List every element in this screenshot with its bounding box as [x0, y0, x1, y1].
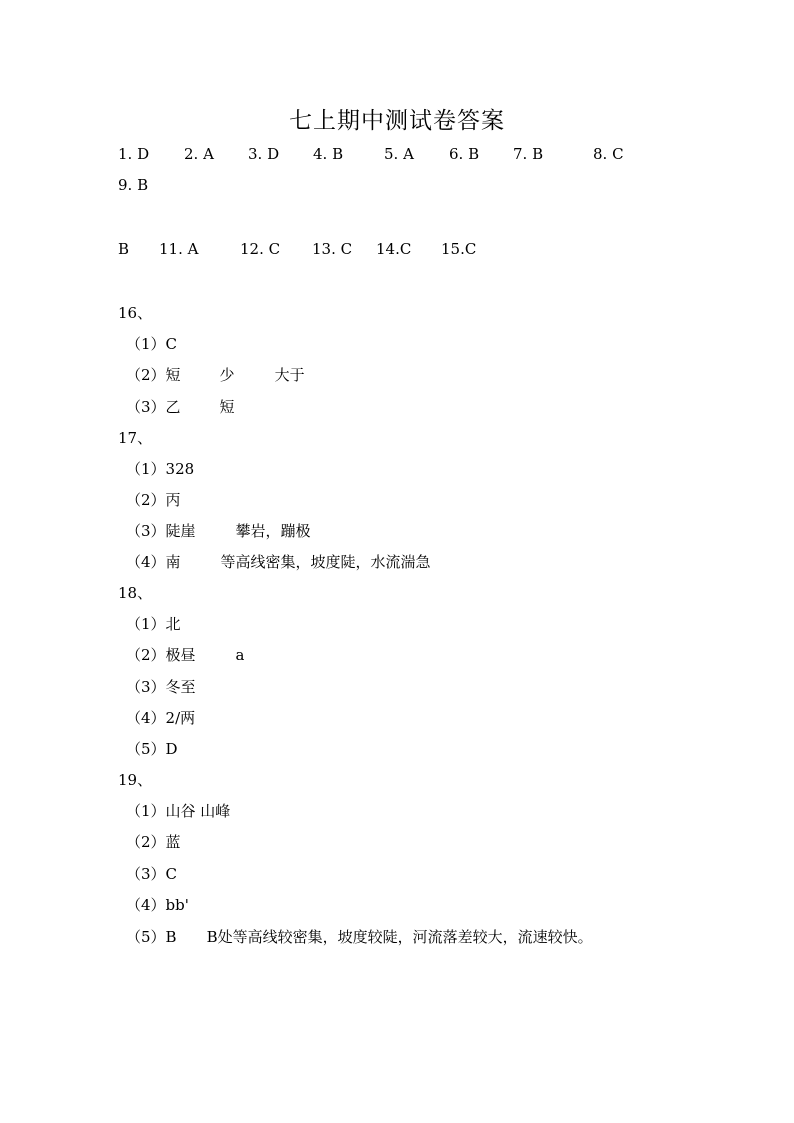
q18-answer-5: （5）D [126, 740, 178, 758]
mc-answer-3: 3. D [248, 145, 280, 163]
q17-answer-2: （2）丙 [126, 491, 181, 509]
q18-answer-2-part-1: （2）极昼 [126, 646, 196, 664]
q16-answer-2 [126, 364, 305, 385]
mc-answer-5: 5. A [384, 145, 414, 163]
q19-answer-5 [126, 926, 593, 947]
q17-answer-1: （1）328 [126, 460, 195, 478]
page-title: 七上期中测试卷答案 [289, 108, 505, 134]
q17-answer-3 [126, 520, 311, 541]
mc-answer-13: 13. C [312, 240, 353, 258]
q18-answer-3: （3）冬至 [126, 678, 196, 696]
q16-answer-2-part-3: 大于 [274, 366, 305, 384]
q18-answer-2-part-2: a [235, 646, 245, 664]
q19-answer-5-part-1: （5）B [126, 928, 177, 946]
mc-answer-4: 4. B [313, 145, 344, 163]
q19-answer-5-part-2: B处等高线较密集，坡度较陡，河流落差较大，流速较快。 [206, 928, 593, 946]
question-16-label: 16、 [118, 304, 153, 322]
question-19-label: 19、 [118, 771, 153, 789]
mc-answer-10: B [118, 240, 130, 258]
q16-answer-3-part-1: （3）乙 [126, 398, 181, 416]
q17-answer-3-part-1: （3）陡崖 [126, 522, 196, 540]
q19-answer-4: （4）bb' [126, 896, 189, 914]
q16-answer-1: （1）C [126, 335, 178, 353]
q18-answer-4: （4）2/两 [126, 709, 196, 727]
q16-answer-2-part-1: （2）短 [126, 366, 181, 384]
question-18-label: 18、 [118, 584, 153, 602]
q18-answer-1: （1）北 [126, 615, 181, 633]
q19-answer-3: （3）C [126, 865, 178, 883]
mc-answer-1: 1. D [118, 145, 150, 163]
q17-answer-4-part-1: （4）南 [126, 553, 181, 571]
mc-answer-7: 7. B [513, 145, 544, 163]
q18-answer-2 [126, 644, 245, 665]
mc-answer-9: 9. B [118, 176, 149, 194]
mc-answer-15: 15.C [441, 240, 477, 258]
q17-answer-4-part-2: 等高线密集，坡度陡，水流湍急 [220, 553, 431, 571]
mc-answer-8: 8. C [593, 145, 624, 163]
q19-answer-2: （2）蓝 [126, 833, 181, 851]
q16-answer-3 [126, 396, 235, 417]
q19-answer-1: （1）山谷 山峰 [126, 802, 231, 820]
mc-answer-14: 14.C [376, 240, 412, 258]
mc-answer-12: 12. C [240, 240, 281, 258]
mc-answer-2: 2. A [184, 145, 214, 163]
q16-answer-3-part-2: 短 [219, 398, 235, 416]
q16-answer-2-part-2: 少 [219, 366, 235, 384]
q17-answer-3-part-2: 攀岩，蹦极 [235, 522, 311, 540]
mc-answer-11: 11. A [159, 240, 199, 258]
question-17-label: 17、 [118, 429, 153, 447]
mc-answer-6: 6. B [449, 145, 480, 163]
q17-answer-4 [126, 551, 431, 572]
